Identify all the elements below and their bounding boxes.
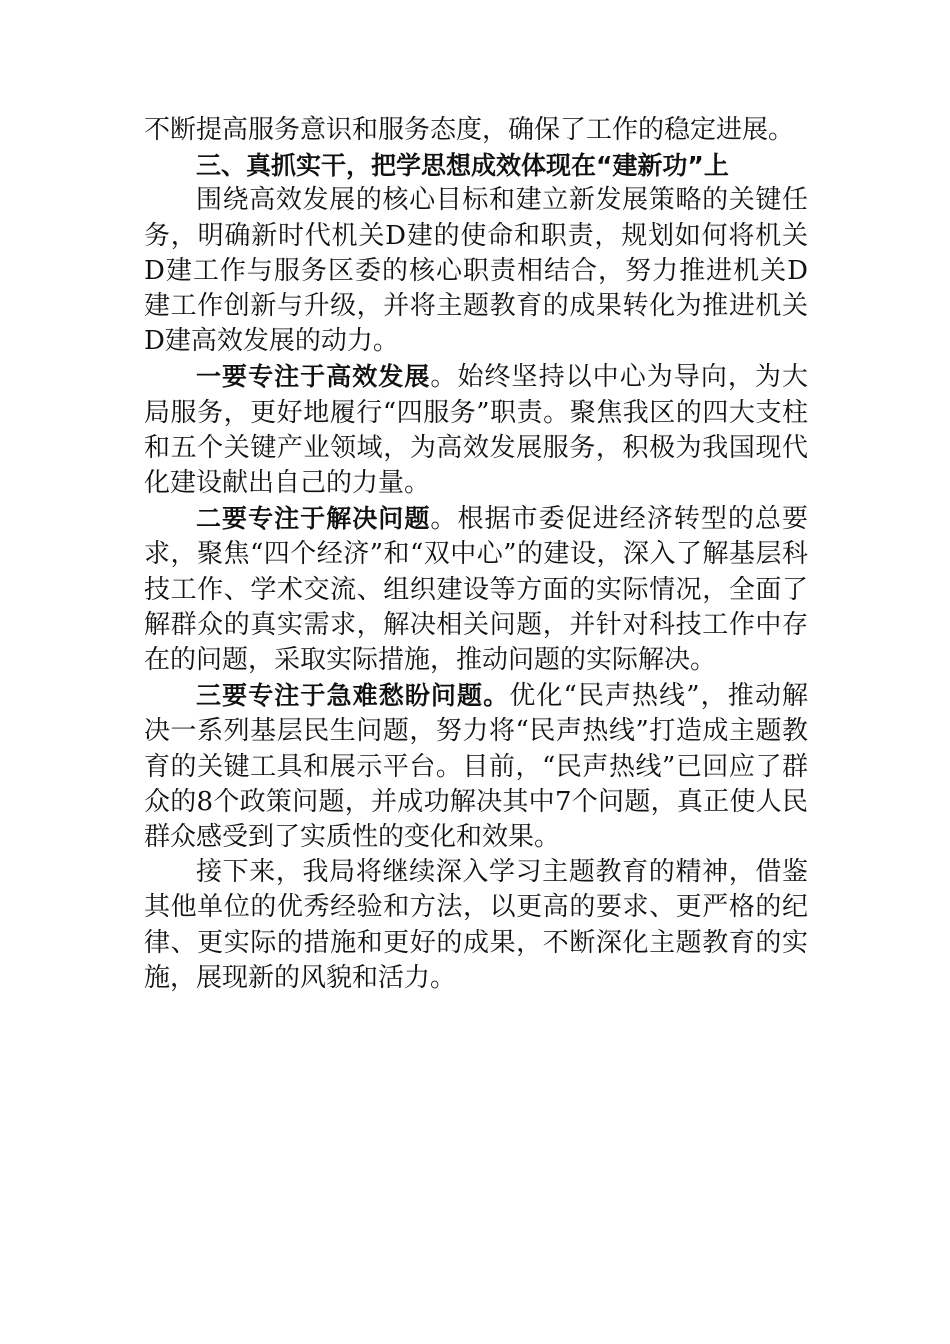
item-1-text: 。始终坚持以中心为导向，为大局服务，更好地履行“四服务”职责。聚焦我区的四大支柱和五个关键产业领域，为高效发展服务，积极为我国现代化建设献出自己的力量。 xyxy=(144,362,808,499)
item-2-text: 。根据市委促进经济转型的总要求，聚焦“四个经济”和“双中心”的建设，深入了解基层科技工作、学术交流、组织建设等方面的实际情况，全面了解群众的真实需求，解决相关问题，并针对科技工作中存在的问题，采取实际措施，推动问题的实际解决。 xyxy=(144,504,808,676)
item-2-lead: 二要专注于解决问题 xyxy=(196,504,431,534)
item-3-lead: 三要专注于急难愁盼问题。 xyxy=(196,681,510,711)
paragraph-closing: 接下来，我局将继续深入学习主题教育的精神，借鉴其他单位的优秀经验和方法，以更高的要求、更严格的纪律、更实际的措施和更好的成果，不断深化主题教育的实施，展现新的风貌和活力。 xyxy=(144,857,808,993)
item-3-text: 优化“民声热线”，推动解决一系列基层民生问题，努力将“民声热线”打造成主题教育的关键工具和展示平台。目前，“民声热线”已回应了群众的8个政策问题，并成功解决其中7个问题，真正使人民群众感受到了实质性的变化和效果。 xyxy=(144,681,808,853)
paragraph-item-1 xyxy=(144,359,808,501)
section-heading: 三、真抓实干，把学思想成效体现在“建新功”上 xyxy=(196,151,729,181)
paragraph-item-2 xyxy=(144,501,808,678)
item-1-lead: 一要专注于高效发展 xyxy=(196,362,431,392)
paragraph-item-3 xyxy=(144,678,808,855)
document-body xyxy=(144,113,808,996)
paragraph-intro: 围绕高效发展的核心目标和建立新发展策略的关键任务，明确新时代机关D建的使命和职责，规划如何将机关D建工作与服务区委的核心职责相结合，努力推进机关D建工作创新与升级，并将主题教育的成果转化为推进机关D建高效发展的动力。 xyxy=(144,185,808,357)
paragraph-continuation: 不断提高服务意识和服务态度，确保了工作的稳定进展。 xyxy=(144,115,795,145)
